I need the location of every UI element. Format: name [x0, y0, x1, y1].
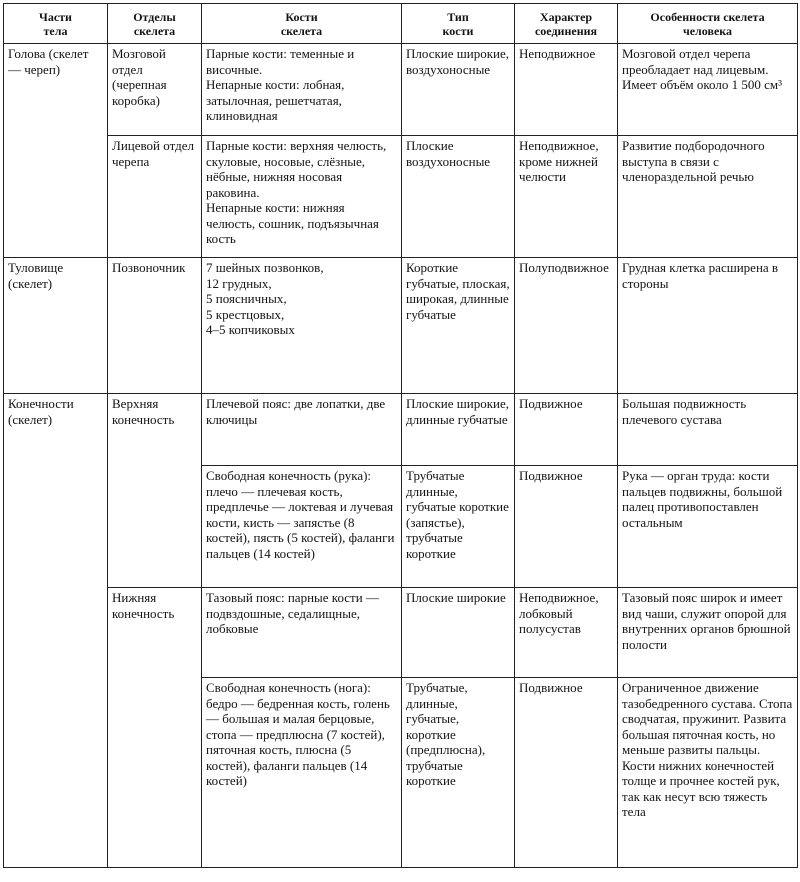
cell-joint: Подвижное — [515, 678, 618, 868]
cell-bones: Парные кости: верхняя челюсть, скуловые, носовые, слёзные, нёбные, нижняя носовая раковина. Непарные кости: нижняя челюсть, сошник, подъязычная кость — [202, 136, 402, 258]
header-joint-type: Характер соединения — [515, 4, 618, 44]
cell-joint: Подвижное — [515, 394, 618, 466]
header-bone-type: Тип кости — [402, 4, 515, 44]
cell-features: Большая подвижность плечевого сустава — [618, 394, 798, 466]
skeleton-table — [3, 3, 798, 868]
cell-features: Грудная клетка расширена в стороны — [618, 258, 798, 394]
table-row — [4, 136, 798, 258]
cell-joint: Подвижное — [515, 466, 618, 588]
cell-bones: Парные кости: теменные и височные. Непарные кости: лобная, затылочная, решетчатая, клиновидная — [202, 44, 402, 136]
cell-bone-type: Плоские широкие — [402, 588, 515, 678]
table-row — [4, 394, 798, 466]
cell-bone-type: Короткие губчатые, плоская, широкая, длинные губчатые — [402, 258, 515, 394]
cell-bones: Свободная конечность (рука): плечо — плечевая кость, предплечье — локтевая и лучевая кости, кисть — запястье (8 костей), пясть (5 костей), фаланги пальцев (14 костей) — [202, 466, 402, 588]
table-row — [4, 44, 798, 136]
cell-bones: Свободная конечность (нога): бедро — бедренная кость, голень — большая и малая берцовые, стопа — предплюсна (7 костей), пяточная кость, плюсна (5 костей), фаланги пальцев (14 костей) — [202, 678, 402, 868]
cell-body-part: Голова (скелет — череп) — [4, 44, 108, 136]
table-header — [4, 4, 798, 44]
table-row — [4, 466, 798, 588]
header-skeleton-section: Отделы скелета — [108, 4, 202, 44]
cell-section — [108, 678, 202, 868]
cell-section: Верхняя конечность — [108, 394, 202, 466]
table-row — [4, 258, 798, 394]
cell-joint: Неподвижное, лобковый полусустав — [515, 588, 618, 678]
cell-features: Ограниченное движение тазобедренного сустава. Стопа сводчатая, пружинит. Развита большая пяточная кость, но меньше развиты пальцы. Кости нижних конечностей толще и прочнее костей рук, так как несут всю тяжесть тела — [618, 678, 798, 868]
cell-joint: Полуподвижное — [515, 258, 618, 394]
cell-bone-type: Плоские воздухоносные — [402, 136, 515, 258]
cell-features: Рука — орган труда: кости пальцев подвижны, большой палец противопоставлен остальным — [618, 466, 798, 588]
cell-features: Мозговой отдел черепа преобладает над лицевым. Имеет объём около 1 500 см³ — [618, 44, 798, 136]
cell-body-part — [4, 466, 108, 588]
table-row — [4, 678, 798, 868]
cell-bone-type: Трубчатые длинные, губчатые короткие (запястье), трубчатые короткие — [402, 466, 515, 588]
header-bones: Кости скелета — [202, 4, 402, 44]
cell-section: Лицевой отдел черепа — [108, 136, 202, 258]
cell-bone-type: Плоские широкие, воздухоносные — [402, 44, 515, 136]
table-row — [4, 588, 798, 678]
cell-section — [108, 466, 202, 588]
cell-body-part: Туловище (скелет) — [4, 258, 108, 394]
header-features: Особенности скелета человека — [618, 4, 798, 44]
cell-body-part — [4, 588, 108, 678]
cell-features: Развитие подбородочного выступа в связи с членораздельной речью — [618, 136, 798, 258]
cell-section: Нижняя конечность — [108, 588, 202, 678]
cell-body-part — [4, 136, 108, 258]
cell-features: Тазовый пояс широк и имеет вид чаши, служит опорой для внутренних органов брюшной полости — [618, 588, 798, 678]
cell-body-part — [4, 678, 108, 868]
cell-bones: Тазовый пояс: парные кости — подвздошные, седалищные, лобковые — [202, 588, 402, 678]
cell-bones: 7 шейных позвонков, 12 грудных, 5 поясничных, 5 крестцовых, 4–5 копчиковых — [202, 258, 402, 394]
cell-joint: Неподвижное — [515, 44, 618, 136]
cell-bone-type: Трубчатые, длинные, губчатые, короткие (предплюсна), трубчатые короткие — [402, 678, 515, 868]
cell-section: Мозговой отдел (черепная коробка) — [108, 44, 202, 136]
cell-joint: Неподвижное, кроме нижней челюсти — [515, 136, 618, 258]
header-body-part: Части тела — [4, 4, 108, 44]
cell-body-part: Конечности (скелет) — [4, 394, 108, 466]
cell-bones: Плечевой пояс: две лопатки, две ключицы — [202, 394, 402, 466]
cell-bone-type: Плоские широкие, длинные губчатые — [402, 394, 515, 466]
cell-section: Позвоночник — [108, 258, 202, 394]
